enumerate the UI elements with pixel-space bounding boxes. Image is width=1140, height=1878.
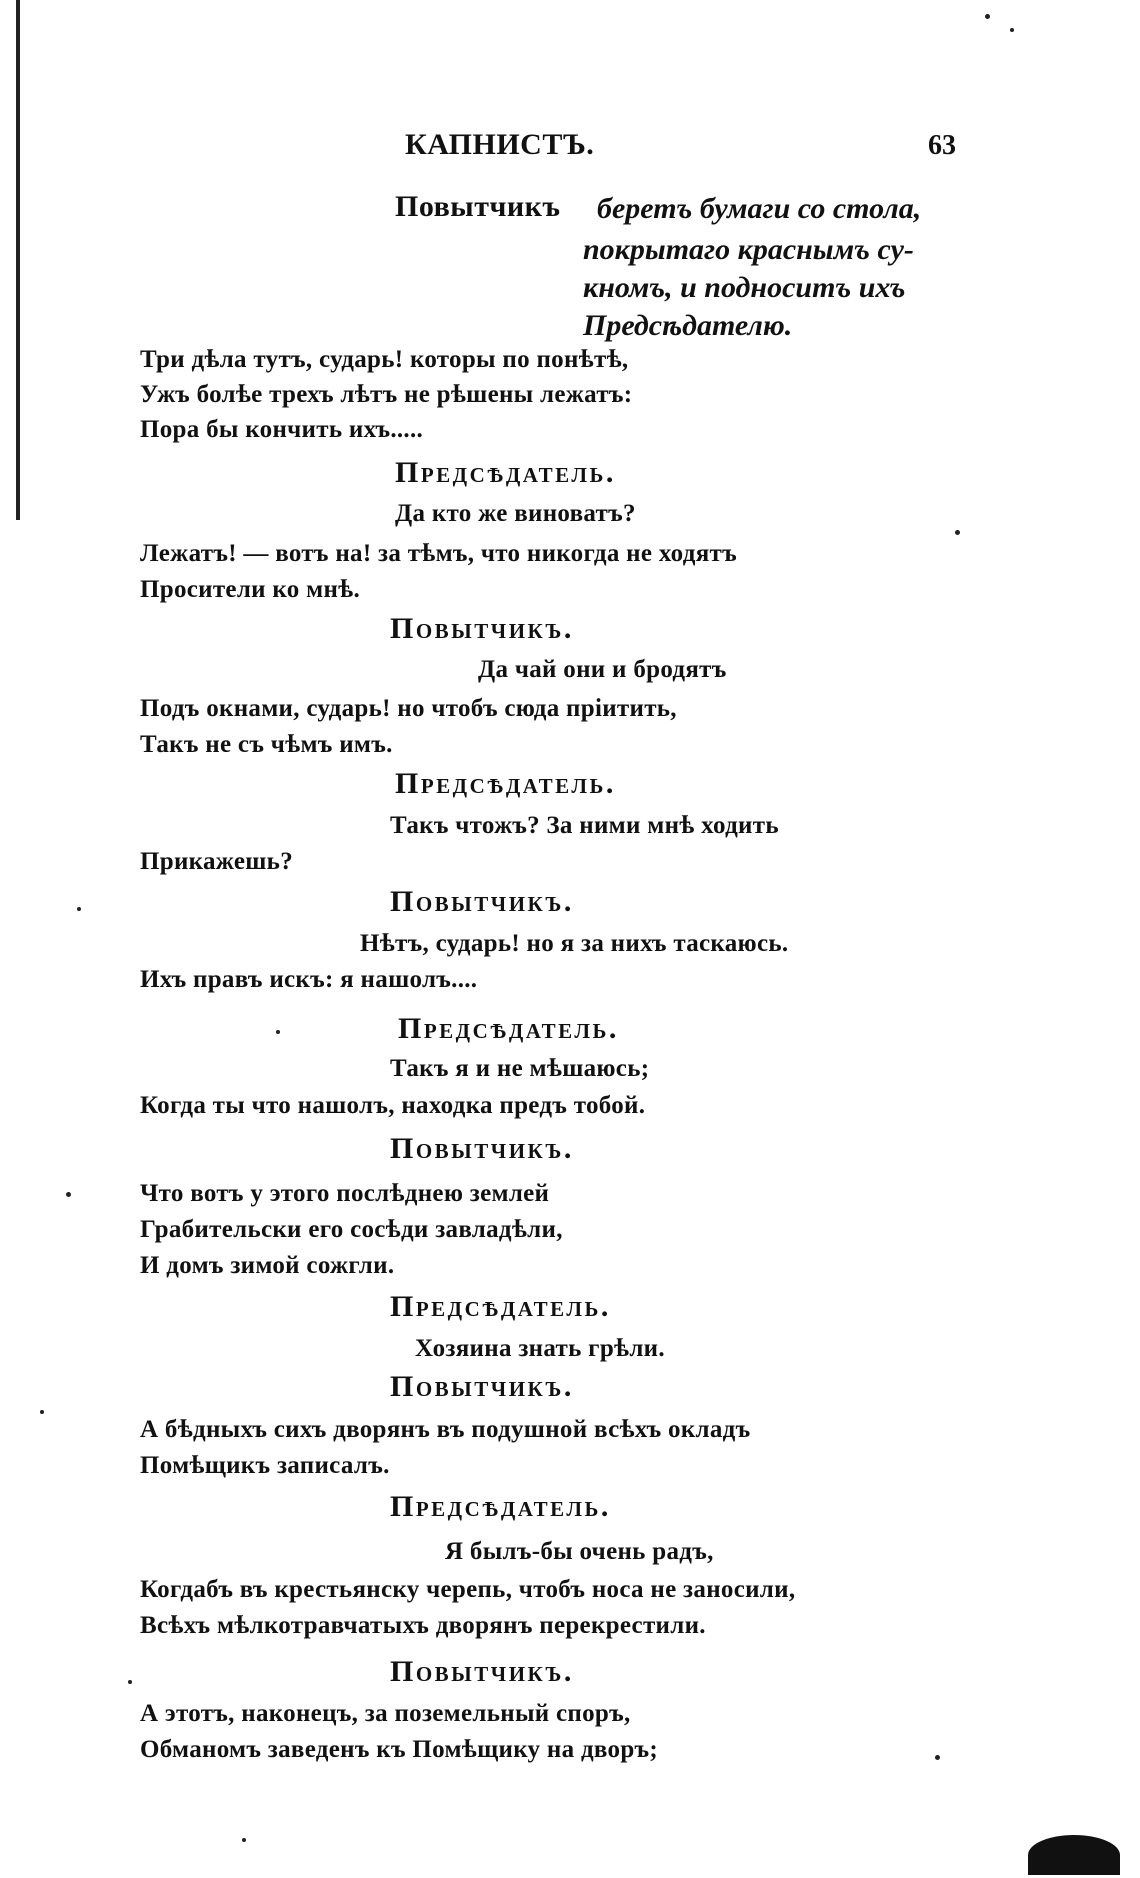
speaker-name: Повытчикъ. [390,612,574,645]
verse-line: Грабительски его сосѣди завладѣли, [140,1216,563,1243]
speaker-name: Предсѣдатель. [395,767,616,800]
ink-blot [1028,1835,1120,1875]
verse-line: Лежатъ! — вотъ на! за тѣмъ, что никогда не ходятъ [140,540,737,567]
page-edge-line [16,0,20,520]
verse-line: Помѣщикъ записалъ. [140,1452,390,1479]
scan-speck [955,530,960,535]
running-head: КАПНИСТЪ. [405,128,595,161]
verse-line: А бѣдныхъ сихъ дворянъ въ подушной всѣхъ окладъ [140,1416,751,1443]
verse-line: Когдабъ въ крестьянску черепь, чтобъ носа не заносили, [140,1576,796,1603]
verse-line: Я былъ-бы очень радъ, [445,1538,714,1565]
scan-speck [242,1838,246,1842]
verse-line: Да чай они и бродятъ [478,656,727,683]
speaker-name: Повытчикъ. [390,1132,574,1165]
scan-speck [935,1755,940,1760]
speaker-name: Предсѣдатель. [390,1290,611,1323]
speaker-name: Повытчикъ [395,190,561,223]
verse-line: Такъ чтожъ? За ними мнѣ ходить [390,812,779,839]
scan-speck [128,1680,132,1684]
speaker-name: Предсѣдатель. [390,1490,611,1523]
scan-speck [1010,28,1014,32]
scan-speck [985,14,990,19]
page-number: 63 [928,130,956,161]
stage-direction-line: покрытаго краснымъ су- [583,233,914,266]
verse-line: Прикажешь? [140,848,293,875]
scan-speck [66,1192,71,1197]
verse-line: Ужъ болѣе трехъ лѣтъ не рѣшены лежатъ: [140,381,633,408]
verse-line: И домъ зимой сожгли. [140,1252,395,1279]
verse-line: Всѣхъ мѣлкотравчатыхъ дворянъ перекрестили. [140,1612,706,1639]
speaker-name: Повытчикъ. [390,1370,574,1403]
verse-line: Подъ окнами, сударь! но чтобъ сюда пріитить, [140,695,677,722]
verse-line: Обманомъ заведенъ къ Помѣщику на дворъ; [140,1736,659,1763]
speaker-name: Повытчикъ. [390,1655,574,1688]
verse-line: Такъ не съ чѣмъ имъ. [140,731,393,758]
verse-line: Да кто же виноватъ? [395,500,636,527]
verse-line: Просители ко мнѣ. [140,576,361,603]
speaker-name: Повытчикъ. [390,885,574,918]
scan-speck [77,907,81,911]
verse-line: А этотъ, наконецъ, за поземельный споръ, [140,1700,631,1727]
verse-line: Такъ я и не мѣшаюсь; [390,1055,650,1082]
stage-direction-line: Предсѣдателю. [583,309,793,342]
verse-line: Ихъ правъ искъ: я нашолъ.... [140,966,478,993]
speaker-name: Предсѣдатель. [398,1012,619,1045]
verse-line: Хозяина знать грѣли. [415,1335,665,1362]
speaker-name: Предсѣдатель. [395,456,616,489]
stage-direction-line: беретъ бумаги со стола, [597,192,922,225]
stage-direction-line: кномъ, и подноситъ ихъ [583,271,906,304]
verse-line: Нѣтъ, сударь! но я за нихъ таскаюсь. [360,930,789,957]
verse-line: Что вотъ у этого послѣднею землей [140,1180,550,1207]
verse-line: Три дѣла тутъ, сударь! которы по понѣтѣ, [140,346,629,373]
scan-speck [276,1030,280,1034]
verse-line: Когда ты что нашолъ, находка предъ тобой. [140,1092,646,1119]
scan-speck [40,1410,44,1414]
verse-line: Пора бы кончить ихъ..... [140,416,424,443]
